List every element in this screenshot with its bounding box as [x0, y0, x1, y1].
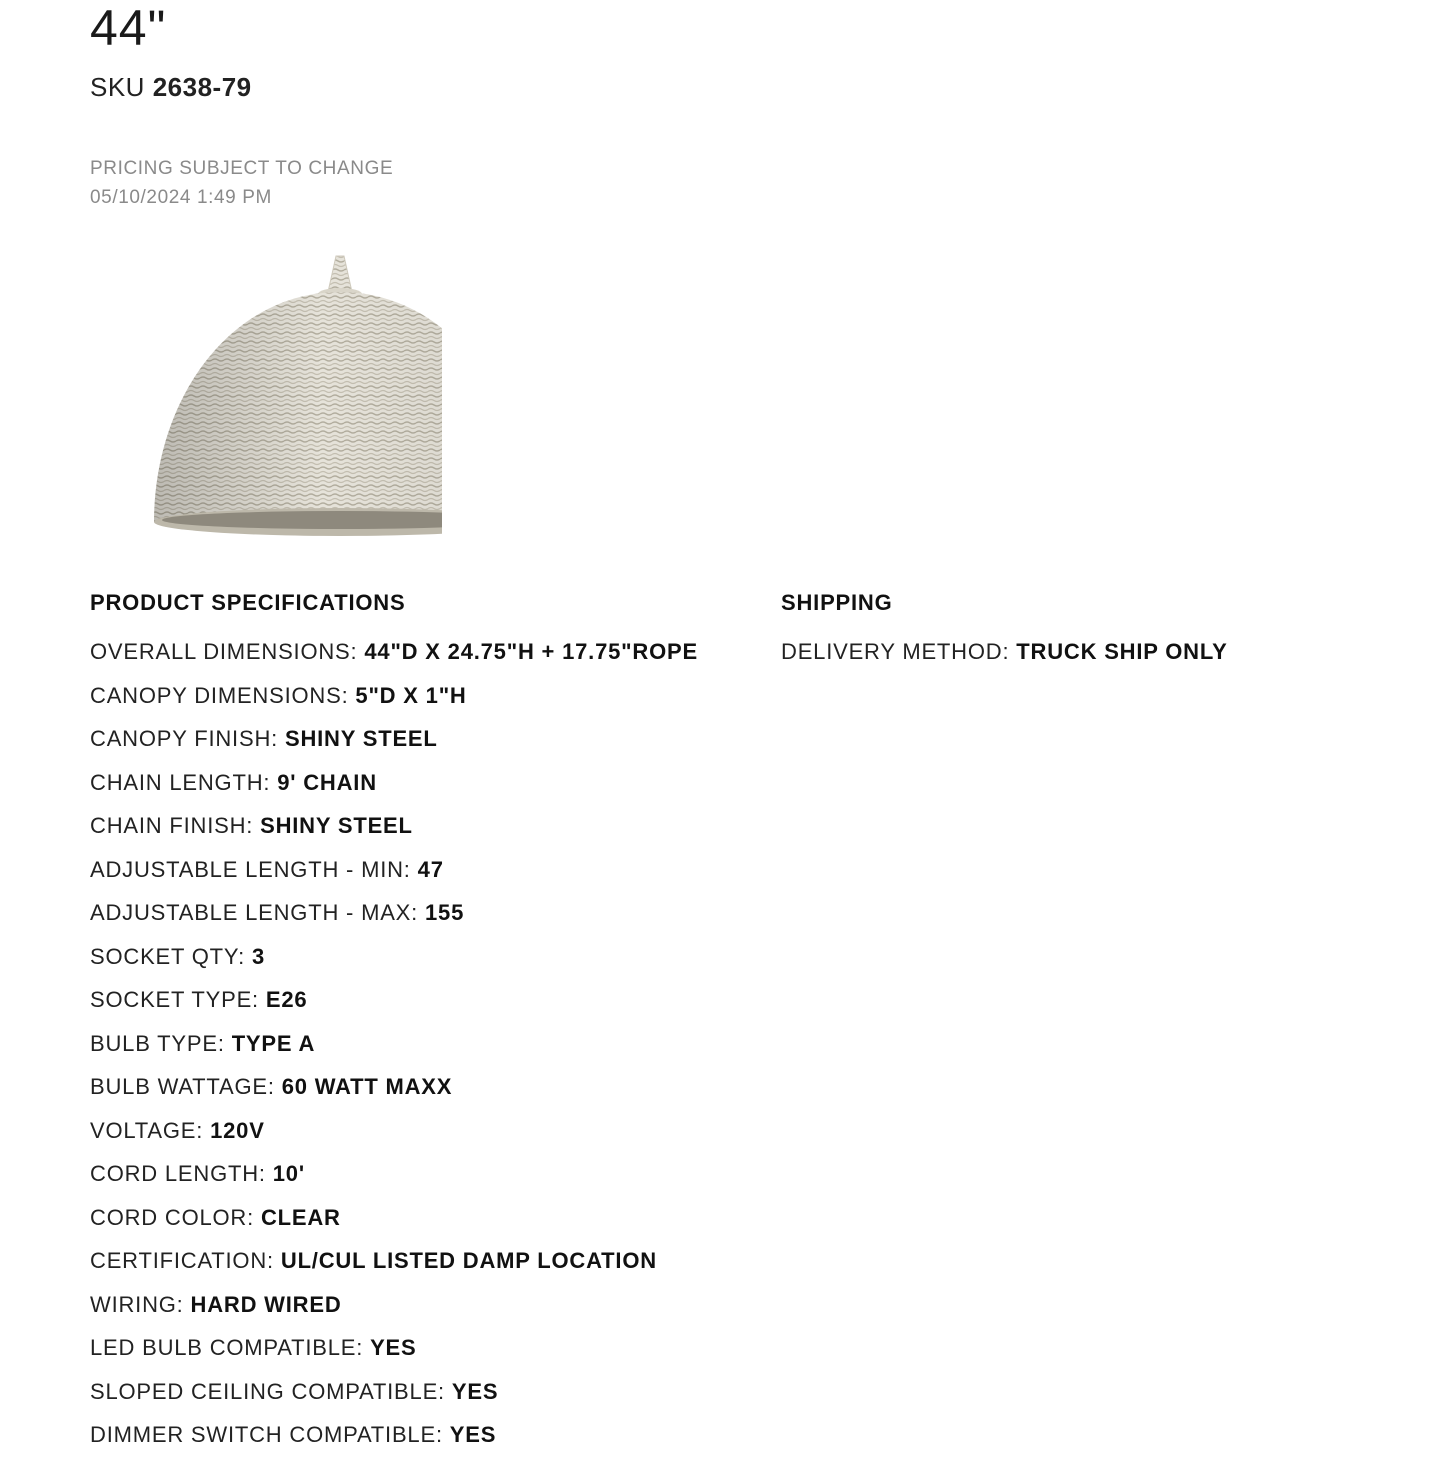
spec-value: SHINY STEEL — [260, 813, 413, 838]
spec-value: YES — [370, 1335, 417, 1360]
spec-value: 3 — [252, 943, 266, 969]
spec-adjustable-length-max — [90, 891, 750, 935]
spec-label: SLOPED CEILING COMPATIBLE: — [90, 1378, 445, 1404]
spec-overall-dimensions — [90, 630, 750, 674]
spec-canopy-dimensions — [90, 674, 750, 718]
pricing-notice: PRICING SUBJECT TO CHANGE — [90, 158, 394, 179]
spec-bulb-type — [90, 1022, 750, 1066]
shipping-value: TRUCK SHIP ONLY — [1016, 639, 1228, 664]
spec-value: 155 — [425, 900, 465, 925]
spec-value: 5"D X 1"H — [355, 682, 467, 708]
spec-label: CHAIN LENGTH: — [90, 769, 271, 795]
spec-led-bulb-compatible — [90, 1326, 750, 1370]
spec-value: 9' CHAIN — [277, 769, 377, 795]
spec-value: UL/CUL LISTED DAMP LOCATION — [280, 1248, 657, 1273]
sku-line — [90, 70, 252, 104]
spec-label: LED BULB COMPATIBLE: — [90, 1335, 364, 1360]
spec-label: CHAIN FINISH: — [90, 813, 254, 838]
spec-value: TYPE A — [231, 1030, 316, 1056]
shipping-delivery-method — [781, 630, 1401, 674]
spec-value: HARD WIRED — [190, 1291, 342, 1317]
spec-value: YES — [451, 1378, 499, 1404]
spec-voltage — [90, 1109, 750, 1153]
specifications-heading: PRODUCT SPECIFICATIONS — [90, 590, 406, 615]
spec-dimmer-switch-compatible — [90, 1413, 750, 1457]
spec-socket-type — [90, 978, 750, 1022]
spec-bulb-wattage — [90, 1065, 750, 1109]
spec-value: 44"D X 24.75"H + 17.75"ROPE — [364, 639, 698, 664]
spec-value: 60 WATT MAXX — [281, 1074, 453, 1099]
sku-label: SKU — [90, 72, 145, 102]
spec-value: SHINY STEEL — [284, 726, 438, 751]
spec-label: OVERALL DIMENSIONS: — [90, 639, 358, 664]
spec-cord-color — [90, 1196, 750, 1240]
spec-value: E26 — [265, 987, 308, 1012]
shipping-heading: SHIPPING — [781, 590, 893, 615]
spec-canopy-finish — [90, 717, 750, 761]
wicker-dome-pendant-lamp-icon — [140, 250, 442, 540]
spec-label: VOLTAGE: — [90, 1117, 204, 1143]
specifications-list — [90, 630, 750, 1457]
sku-value: 2638-79 — [152, 72, 252, 102]
spec-label: BULB WATTAGE: — [90, 1074, 275, 1099]
spec-label: CERTIFICATION: — [90, 1248, 274, 1273]
spec-certification — [90, 1239, 750, 1283]
pricing-notice-block — [90, 154, 393, 212]
product-image — [140, 250, 442, 540]
spec-sloped-ceiling-compatible — [90, 1370, 750, 1414]
spec-adjustable-length-min — [90, 848, 750, 892]
pricing-timestamp: 05/10/2024 1:49 PM — [90, 187, 272, 208]
spec-label: ADJUSTABLE LENGTH - MAX: — [90, 900, 419, 925]
spec-label: ADJUSTABLE LENGTH - MIN: — [90, 856, 411, 882]
spec-wiring — [90, 1283, 750, 1327]
spec-value: CLEAR — [260, 1204, 341, 1230]
spec-label: SOCKET TYPE: — [90, 987, 259, 1012]
spec-label: WIRING: — [90, 1291, 184, 1317]
shipping-section — [781, 586, 1401, 674]
spec-chain-length — [90, 761, 750, 805]
spec-value: 120V — [210, 1117, 265, 1143]
spec-socket-qty — [90, 935, 750, 979]
spec-value: 10' — [272, 1161, 305, 1186]
spec-label: DIMMER SWITCH COMPATIBLE: — [90, 1422, 443, 1447]
spec-cord-length — [90, 1152, 750, 1196]
spec-value: YES — [449, 1422, 497, 1447]
spec-label: CORD LENGTH: — [90, 1161, 266, 1186]
product-specifications — [90, 586, 750, 1457]
spec-value: 47 — [417, 856, 444, 882]
spec-label: BULB TYPE: — [90, 1030, 225, 1056]
spec-chain-finish — [90, 804, 750, 848]
spec-label: CANOPY DIMENSIONS: — [90, 682, 349, 708]
spec-label: SOCKET QTY: — [90, 943, 246, 969]
product-title: 44" — [90, 0, 167, 56]
spec-label: CORD COLOR: — [90, 1204, 255, 1230]
spec-label: CANOPY FINISH: — [90, 726, 279, 751]
shipping-label: DELIVERY METHOD: — [781, 639, 1010, 664]
